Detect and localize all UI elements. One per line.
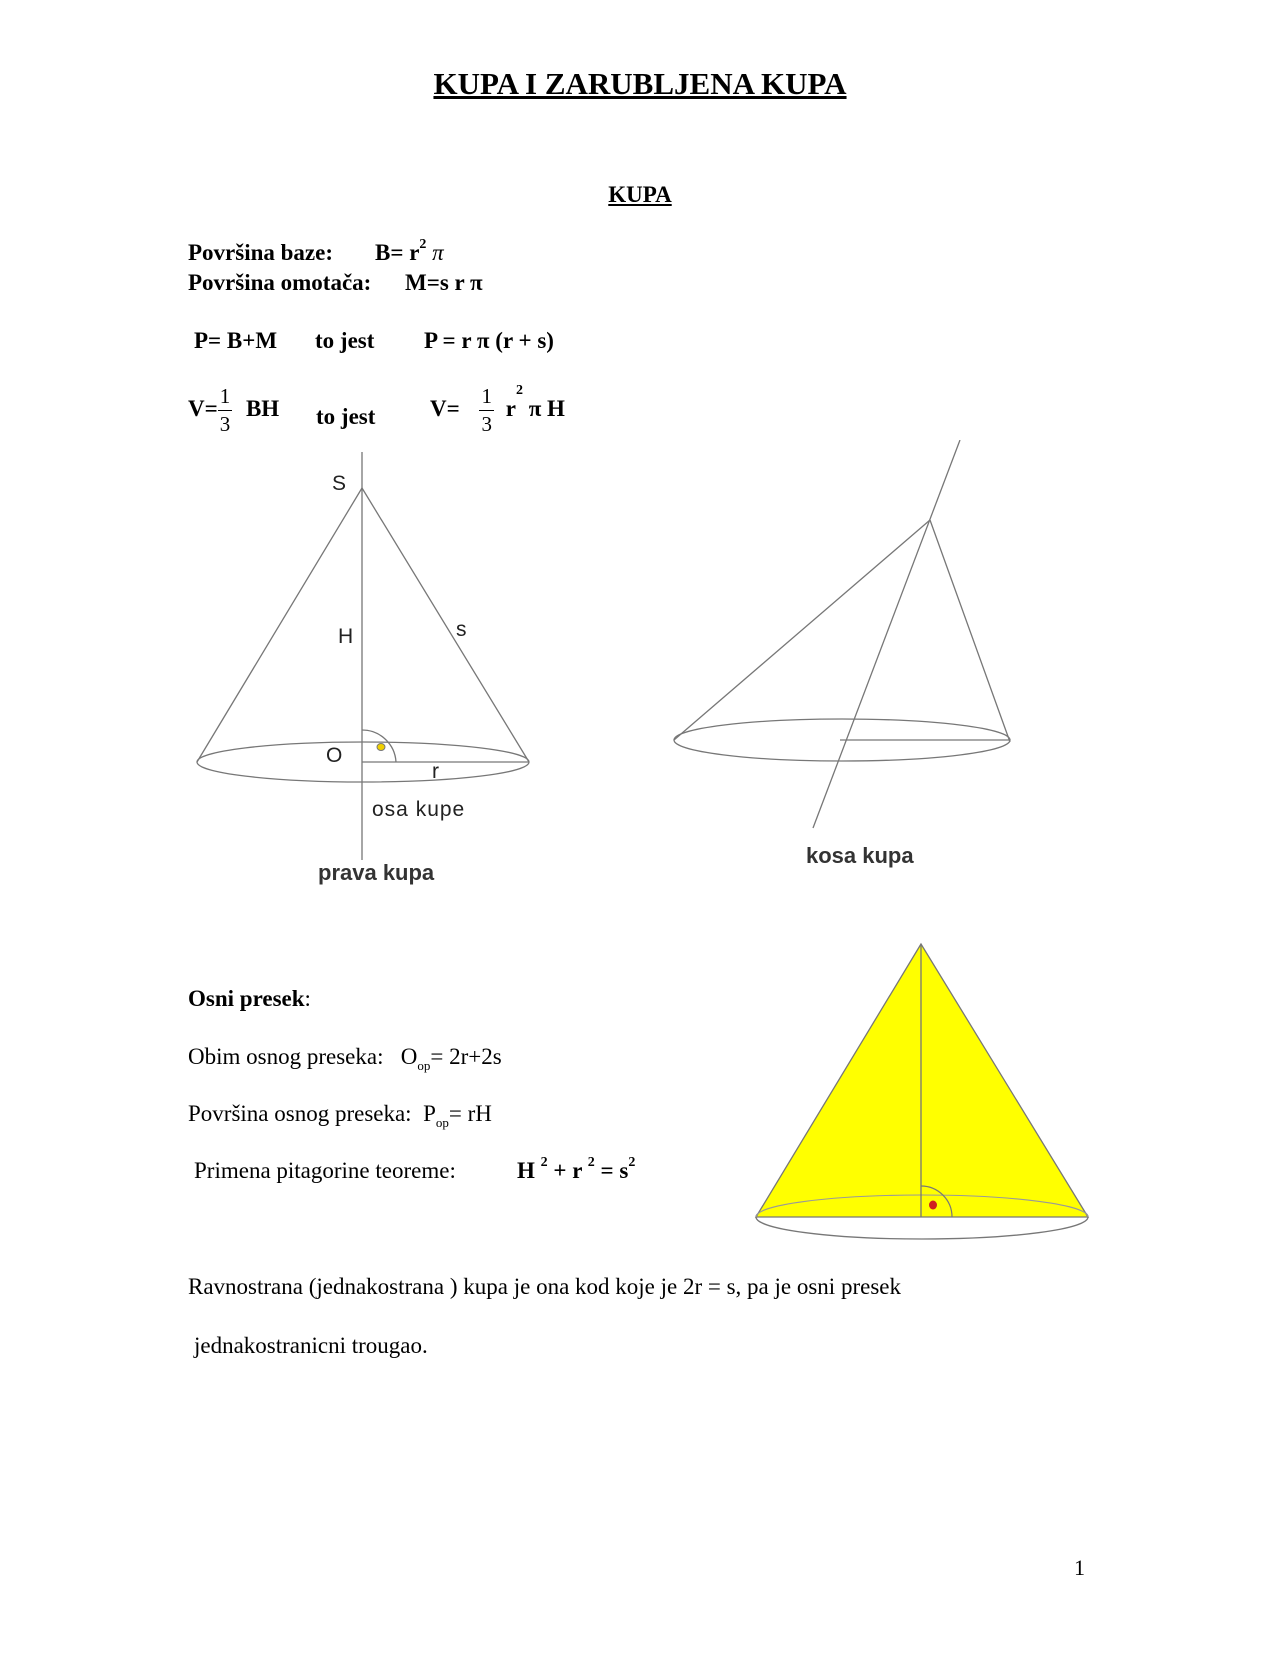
volume-link: to jest xyxy=(316,404,376,429)
total-area-formula: P= B+M xyxy=(194,328,278,353)
volume-formula: V= $\frac{1}{3}$ BH xyxy=(188,384,280,436)
base-area-formula: $B= r^2$ π xyxy=(375,237,444,265)
base-area-label: Površina baze: xyxy=(188,240,334,265)
area-formula: Površina osnog preseka: $P_{op}=$ rH xyxy=(188,1101,492,1130)
volume-formula-expanded: V= $\frac{1}{3}$ $r^2$ π H xyxy=(430,383,565,436)
radius-label: r xyxy=(432,760,439,783)
oblique-cone-figure xyxy=(660,440,1020,880)
vertex-label: S xyxy=(332,472,347,495)
mantle-area-formula: M=s r π xyxy=(405,270,483,295)
right-cone-figure xyxy=(180,440,540,900)
mantle-area-label: Površina omotača: xyxy=(188,270,372,295)
equilateral-line-1: Ravnostrana (jednakostrana ) kupa je ona kod koje je 2r = s, pa je osni presek xyxy=(188,1274,901,1299)
axial-triangle xyxy=(756,944,1088,1217)
pythagoras-formula: H $^2$ + r $^2 = s^2$ xyxy=(517,1155,636,1183)
oblique-cone-caption: kosa kupa xyxy=(806,843,914,868)
axial-section-heading: Osni presek: xyxy=(188,986,311,1011)
perimeter-formula: Obim osnog preseka: $O_{op}= 2r+2s$ xyxy=(188,1044,502,1073)
axial-section-figure xyxy=(750,935,1100,1245)
section-title: KUPA xyxy=(608,182,672,207)
total-area-formula-expanded: P = r π (r + s) xyxy=(424,328,554,353)
pythagoras-label: Primena pitagorine teoreme: xyxy=(194,1158,456,1183)
equilateral-line-2: jednakostranicni trougao. xyxy=(194,1333,428,1358)
total-area-link: to jest xyxy=(315,328,375,353)
page-number: 1 xyxy=(1074,1555,1085,1580)
slant-label: s xyxy=(456,618,467,641)
right-cone-caption: prava kupa xyxy=(318,860,435,885)
height-label: H xyxy=(338,625,354,648)
page-title: KUPA I ZARUBLJENA KUPA xyxy=(433,66,847,101)
axis-label: osa kupe xyxy=(372,798,466,821)
center-label: O xyxy=(326,744,343,767)
